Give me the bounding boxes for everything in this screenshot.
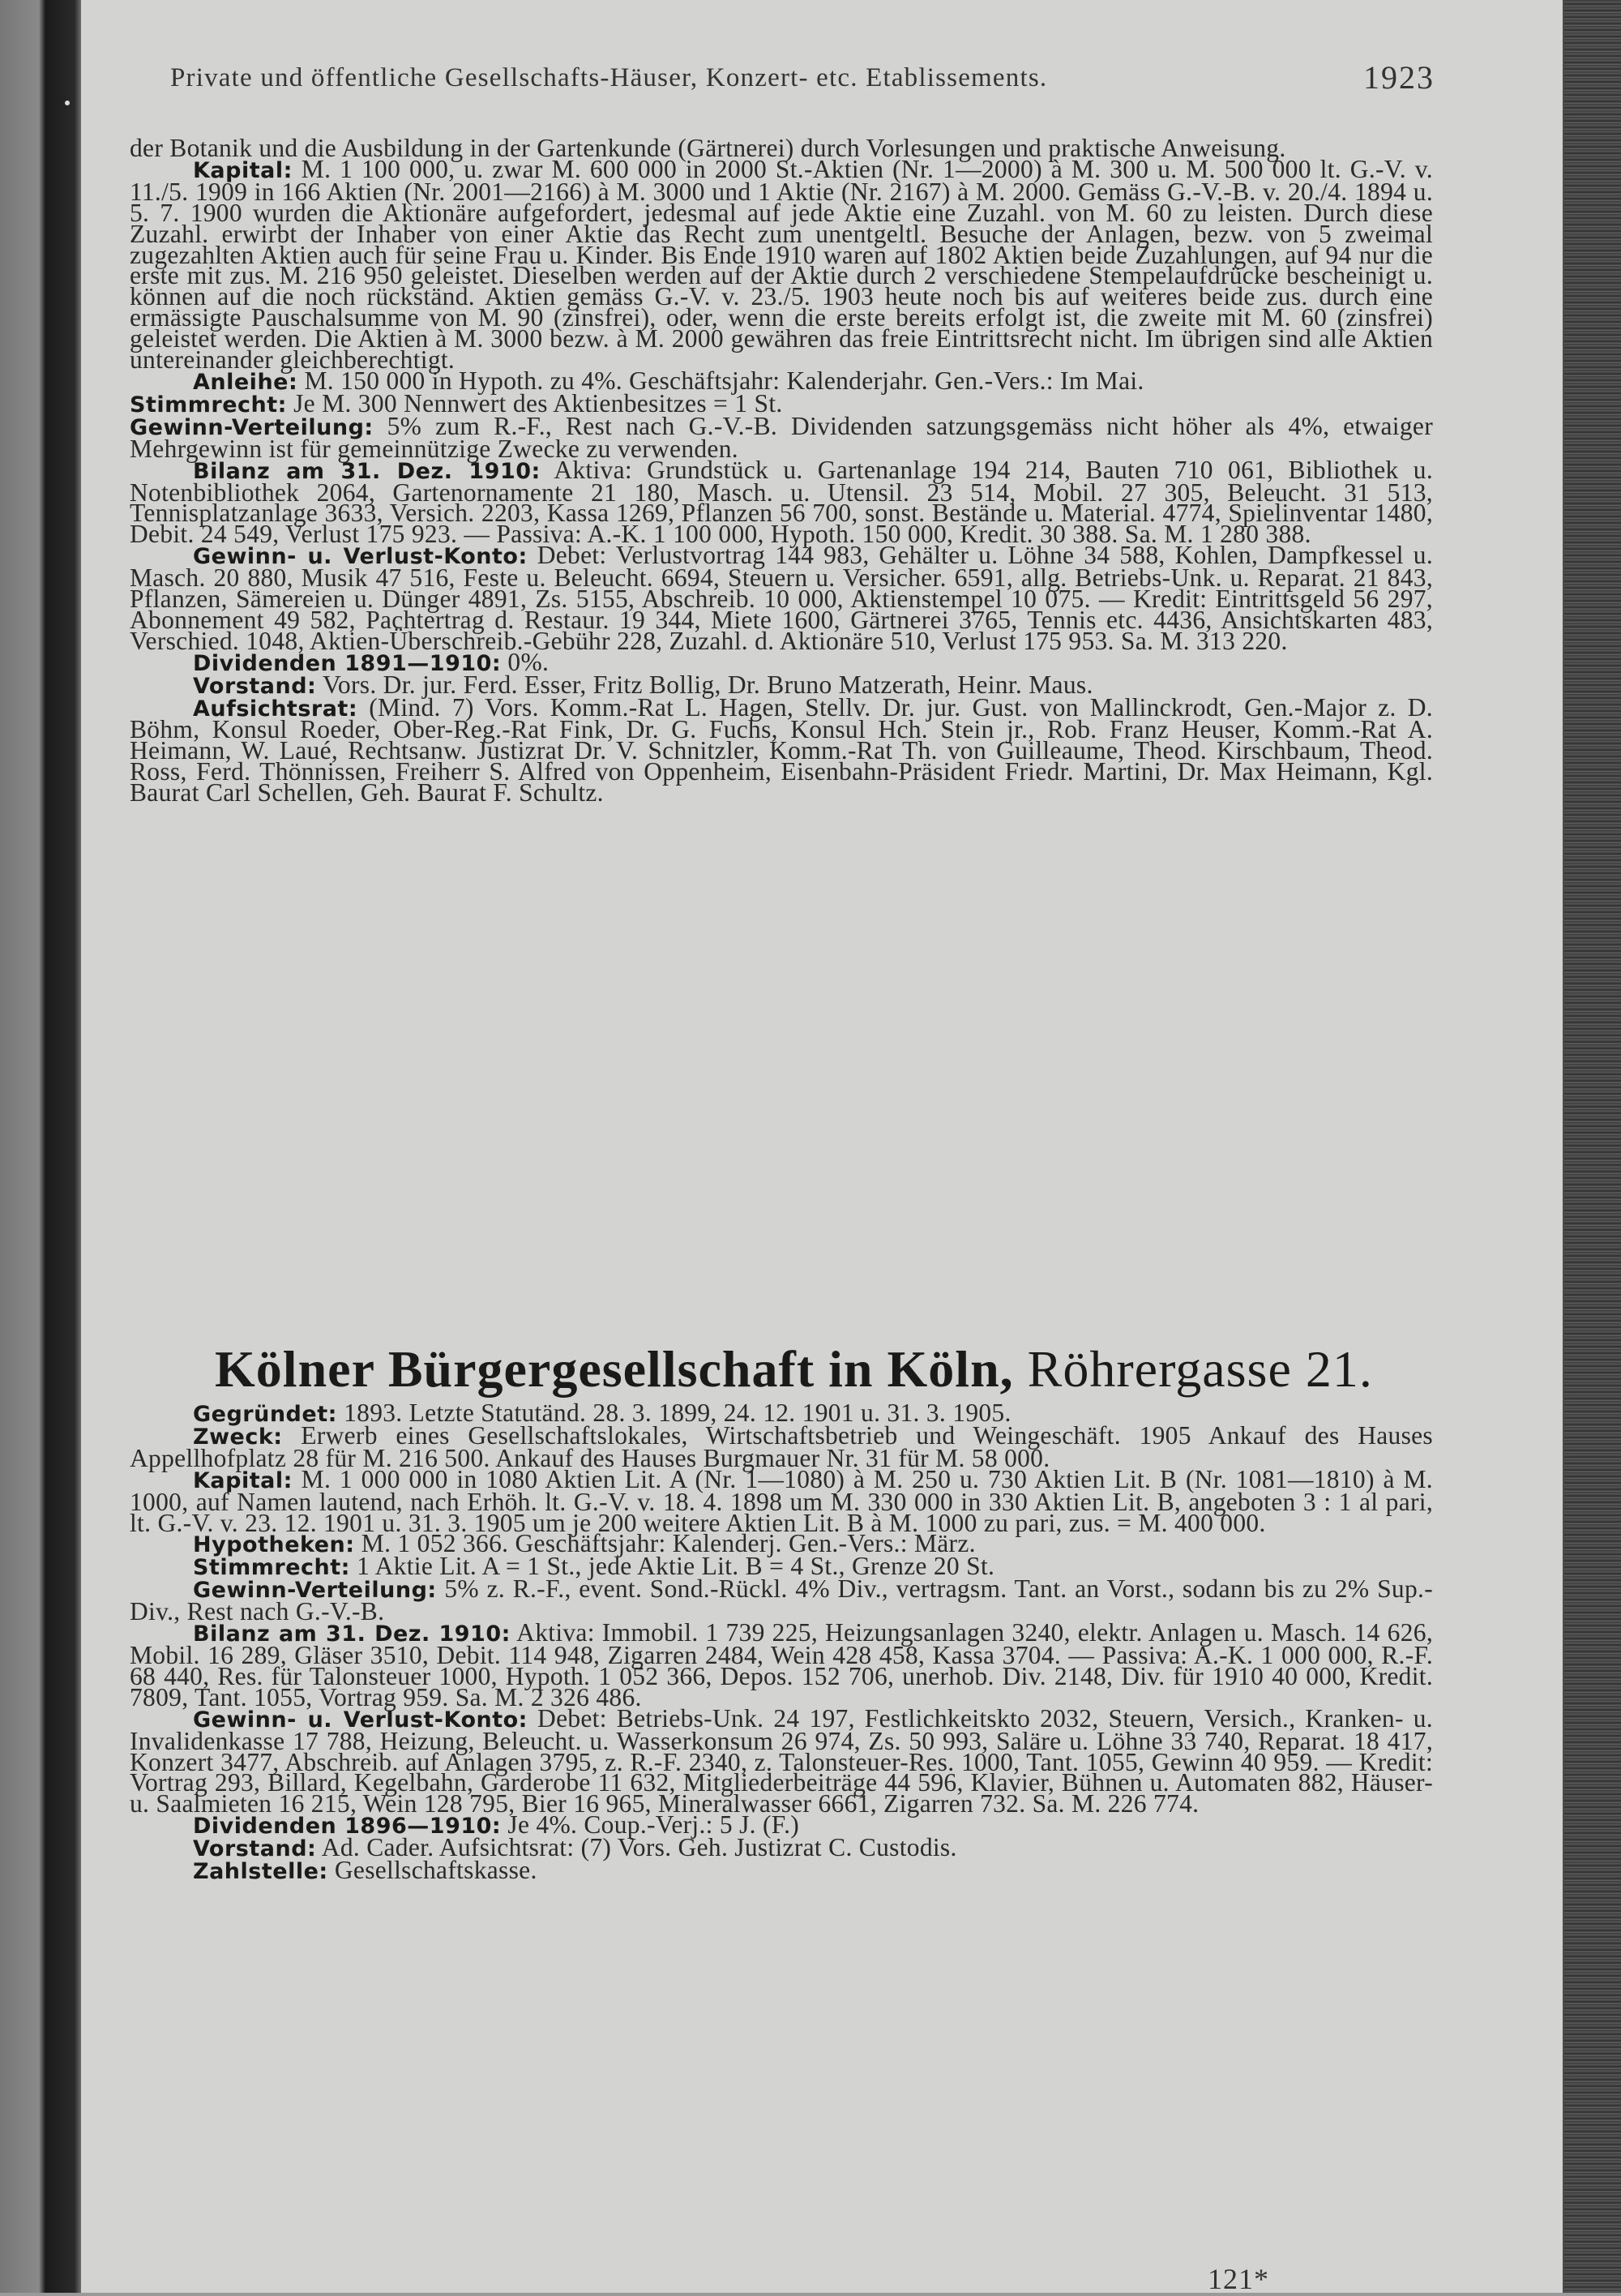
field-text: Debet: Betriebs-Unk. 24 197, Festlichkeitskto 2032, Steuern, Versich., Kranken- u. Invalidenkasse 17 788, Heizung, Beleucht. u. Wasserkonsum 26 974, Zs. 50 993, Saläre u. Löhne 33 740, Reparat. 18 417, Konzert 3477, Abschreib. auf Anlagen 3795, z. R.-F. 2340, z. Talonsteuer-Res. 1000, Tant. 1055, Gewinn 40 959. — Kredit: Vortrag 293, Billard, Kegelbahn, Garderobe 11 632, Mitgliederbeiträge 44 596, Klavier, Bühnen u. Automaten 882, Häuser- u. Saalmieten 16 215, Wein 128 795, Bier 16 965, Mineralwasser 6661, Zigarren 732. Sa. M. 226 774. bbox=[130, 1703, 1433, 1818]
adjacent-page-edges bbox=[1564, 0, 1621, 2293]
entry-1-body bbox=[130, 134, 1433, 807]
field-text: Gesellschaftskasse. bbox=[334, 1856, 537, 1885]
paragraph-text: der Botanik und die Ausbildung in der Gartenkunde (Gärtnerei) durch Vorlesungen und praktische Anweisung. bbox=[130, 134, 1286, 162]
field-text: M. 150 000 in Hypoth. zu 4%. Geschäftsjahr: Kalenderjahr. Gen.-Vers.: Im Mai. bbox=[304, 366, 1144, 395]
entry-2-zweck bbox=[130, 1420, 1433, 1472]
field-label: Vorstand: bbox=[193, 1836, 317, 1862]
field-label: Anleihe: bbox=[193, 369, 298, 395]
entry-2-kapital bbox=[130, 1464, 1433, 1537]
book-binding-left bbox=[0, 0, 81, 2293]
entry-2-heading bbox=[215, 1339, 1373, 1399]
field-label: Vorstand: bbox=[193, 673, 317, 699]
field-label: Zahlstelle: bbox=[193, 1859, 328, 1885]
field-label: Gewinn-Verteilung: bbox=[130, 414, 374, 440]
field-text: 5% zum R.-F., Rest nach G.-V.-B. Dividenden satzungsgemäss nicht höher als 4%, etwaiger Mehrgewinn ist für gemeinnützige Zwecke zu verwenden. bbox=[130, 411, 1433, 463]
field-label: Gewinn-Verteilung: bbox=[193, 1578, 437, 1604]
field-label: Gewinn- u. Verlust-Konto: bbox=[193, 544, 528, 570]
binding-dot bbox=[65, 101, 70, 105]
field-text: Debet: Verlustvortrag 144 983, Gehälter u. Löhne 34 588, Kohlen, Dampfkessel u. Masch. 20 880, Musik 47 516, Feste u. Beleucht. 6694, Steuern u. Versicher. 6591, allg. Betriebs-Unk. u. Reparat. 21 843, Pflanzen, Sämereien u. Dünger 4891, Zs. 5155, Abschreib. 10 000, Aktienstempel 10 075. — Kredit: Eintrittsgeld 56 297, Abonnement 49 582, Pachtertrag d. Restaur. 19 344, Miete 1600, Gärtnerei 3765, Tennis etc. 4436, Ansichtskarten 483, Verschied. 1048, Aktien-Überschreib.-Gebühr 228, Zuzahl. d. Aktionäre 510, Verlust 175 953. Sa. M. 313 220. bbox=[130, 541, 1433, 655]
entry-1-gewinn-verlust bbox=[130, 541, 1433, 655]
entry-2-gewinn-verteilung bbox=[130, 1574, 1433, 1626]
entry-2-vorstand bbox=[130, 1833, 1433, 1862]
field-label: Zweck: bbox=[193, 1424, 283, 1450]
company-name: Kölner Bürgergesellschaft in Köln, bbox=[215, 1340, 1014, 1398]
entry-1-bilanz bbox=[130, 455, 1433, 549]
field-text: Aktiva: Grundstück u. Gartenanlage 194 214, Bauten 710 061, Bibliothek u. Notenbibliothek 2064, Gartenornamente 21 180, Masch. u. Utensil. 23 514, Mobil. 27 305, Beleucht. 31 513, Tennisplatzanlage 3633, Versich. 2203, Kassa 1269, Pflanzen 56 700, sonst. Bestände u. Material. 4774, Spielinventar 1480, Debit. 24 549, Verlust 175 923. — Passiva: A.-K. 1 100 000, Hypoth. 150 000, Kredit. 30 388. Sa. M. 1 280 388. bbox=[130, 455, 1433, 549]
running-header bbox=[170, 59, 1435, 96]
entry-2-bilanz bbox=[130, 1618, 1434, 1711]
field-text: Je 4%. Coup.-Verj.: 5 J. (F.) bbox=[507, 1810, 800, 1840]
field-label: Bilanz am 31. Dez. 1910: bbox=[193, 458, 541, 484]
field-label: Hypotheken: bbox=[193, 1532, 355, 1558]
field-text: 1893. Letzte Statutänd. 28. 3. 1899, 24. 12. 1901 u. 31. 3. 1905. bbox=[344, 1399, 1012, 1427]
field-label: Kapital: bbox=[193, 157, 293, 183]
field-text: Je M. 300 Nennwert des Aktienbesitzes = 1 St. bbox=[293, 388, 783, 418]
header-title: Private und öffentliche Gesellschafts-Häuser, Konzert- etc. Etablissements. bbox=[170, 63, 1048, 92]
field-text: Aktiva: Immobil. 1 739 225, Heizungsanlagen 3240, elektr. Anlagen u. Masch. 14 626, Mobil. 16 289, Gläser 3510, Debit. 114 948, Zigarren 2484, Wein 428 458, Kassa 3704. — Passiva: A.-K. 1 000 000, R.-F. 68 440, Res. für Talonsteuer 1000, Hypoth. 1 052 366, Depos. 152 706, unerhob. Div. 2148, Div. für 1910 40 000, Kredit. 7809, Tant. 1055, Vortrag 959. Sa. M. 2 326 486. bbox=[130, 1618, 1434, 1711]
field-text: 5% z. R.-F., event. Sond.-Rückl. 4% Div., vertragsm. Tant. an Vorst., sodann bis zu 2% Sup.-Div., Rest nach G.-V.-B. bbox=[130, 1574, 1433, 1626]
field-label: Bilanz am 31. Dez. 1910: bbox=[193, 1621, 511, 1647]
field-label: Dividenden 1891—1910: bbox=[193, 650, 502, 676]
printer-signature-mark: 121* bbox=[1208, 2263, 1269, 2295]
entry-2-zahlstelle bbox=[130, 1856, 1433, 1885]
field-text: M. 1 052 366. Geschäftsjahr: Kalenderj. Gen.-Vers.: März. bbox=[361, 1529, 976, 1558]
entry-2-gewinn-verlust bbox=[130, 1703, 1433, 1818]
field-text: Ad. Cader. Aufsichtsrat: (7) Vors. Geh. Justizrat C. Custodis. bbox=[321, 1833, 957, 1862]
entry-1-kapital bbox=[130, 154, 1433, 375]
field-label: Gegründet: bbox=[193, 1402, 337, 1427]
field-text: 1 Aktie Lit. A = 1 St., jede Aktie Lit. B = 4 St., Grenze 20 St. bbox=[357, 1552, 995, 1581]
field-text: Vors. Dr. jur. Ferd. Esser, Fritz Bollig, Dr. Bruno Matzerath, Heinr. Maus. bbox=[322, 670, 1093, 699]
field-label: Kapital: bbox=[193, 1467, 293, 1493]
field-label: Dividenden 1896—1910: bbox=[193, 1814, 502, 1840]
field-text: (Mind. 7) Vors. Komm.-Rat L. Hagen, Stellv. Dr. jur. Gust. von Mallinckrodt, Gen.-Major z. D. Böhm, Konsul Roeder, Ober-Reg.-Rat Fink, Dr. G. Fuchs, Konsul Hch. Stein jr., Rob. Franz Heuser, Komm.-Rat A. Heimann, W. Laué, Rechtsanw. Justizrat Dr. V. Schnitzler, Komm.-Rat Th. von Guilleaume, Theod. Kirschbaum, Theod. Ross, Ferd. Thönnissen, Freiherr S. Alfred von Oppenheim, Eisenbahn-Präsident Friedr. Martini, Dr. Max Heimann, Kgl. Baurat Carl Schellen, Geh. Baurat F. Schultz. bbox=[130, 692, 1433, 807]
field-text: 0%. bbox=[507, 647, 550, 676]
company-address: Röhrergasse 21. bbox=[1027, 1340, 1373, 1398]
page-number: 1923 bbox=[1363, 59, 1435, 96]
field-text: M. 1 000 000 in 1080 Aktien Lit. A (Nr. 1—1080) à M. 250 u. 730 Aktien Lit. B (Nr. 1081—1810) à M. 1000, auf Namen lautend, nach Erhöh. lt. G.-V. v. 18. 4. 1898 um M. 330 000 in 330 Aktien Lit. B, angeboten 3 : 1 al pari, lt. G.-V. v. 23. 12. 1901 u. 31. 3. 1905 um je 200 weitere Aktien Lit. B à M. 1000 zu pari, zus. = M. 400 000. bbox=[130, 1464, 1433, 1537]
field-label: Stimmrecht: bbox=[193, 1555, 350, 1581]
field-label: Gewinn- u. Verlust-Konto: bbox=[193, 1707, 528, 1733]
field-label: Stimmrecht: bbox=[130, 392, 287, 418]
field-text: Erwerb eines Gesellschaftslokales, Wirtschaftsbetrieb und Weingeschäft. 1905 Ankauf des Hauses Appellhofplatz 28 für M. 216 500. Ankauf des Hauses Burgmauer Nr. 31 für M. 58 000. bbox=[130, 1420, 1433, 1472]
field-label: Aufsichtsrat: bbox=[193, 696, 358, 722]
entry-2-body bbox=[130, 1399, 1434, 1885]
field-text: M. 1 100 000, u. zwar M. 600 000 in 2000 St.-Aktien (Nr. 1—2000) à M. 300 u. M. 500 000 lt. G.-V. v. 11./5. 1909 in 166 Aktien (Nr. 2001—2166) à M. 3000 und 1 Aktie (Nr. 2167) à M. 2000. Gemäss G.-V.-B. v. 20./4. 1894 u. 5. 7. 1900 wurden die Aktionäre aufgefordert, jedesmal auf jede Aktie eine Zuzahl. von M. 60 zu leisten. Durch diese Zuzahl. erwirbt der Inhaber von einer Aktie das Recht zum unentgeltl. Besuche der Anlagen, bezw. von 5 zweimal zugezahlten Aktien auch für seine Frau u. Kinder. Bis Ende 1910 waren auf 1802 Aktien beide Zuzahlungen, auf 94 nur die erste mit zus. M. 216 950 geleistet. Dieselben werden auf der Aktie durch 2 verschiedene Stempelaufdrücke bescheinigt u. können auf die noch rückständ. Aktien gemäss G.-V. v. 23./5. 1903 heute noch bis auf weiteres beide zus. durch eine ermässigte Pauschalsumme von M. 90 (zinsfrei), oder, wenn die erste bereits erfolgt ist, die zweite mit M. 60 (zinsfrei) geleistet werden. Die Aktien à M. 3000 bezw. à M. 2000 gewähren das freie Eintrittsrecht nicht. Im übrigen sind alle Aktien untereinander gleichberechtigt. bbox=[130, 154, 1433, 375]
entry-1-aufsichtsrat bbox=[130, 692, 1433, 807]
entry-1-gewinn-verteilung bbox=[130, 411, 1433, 463]
